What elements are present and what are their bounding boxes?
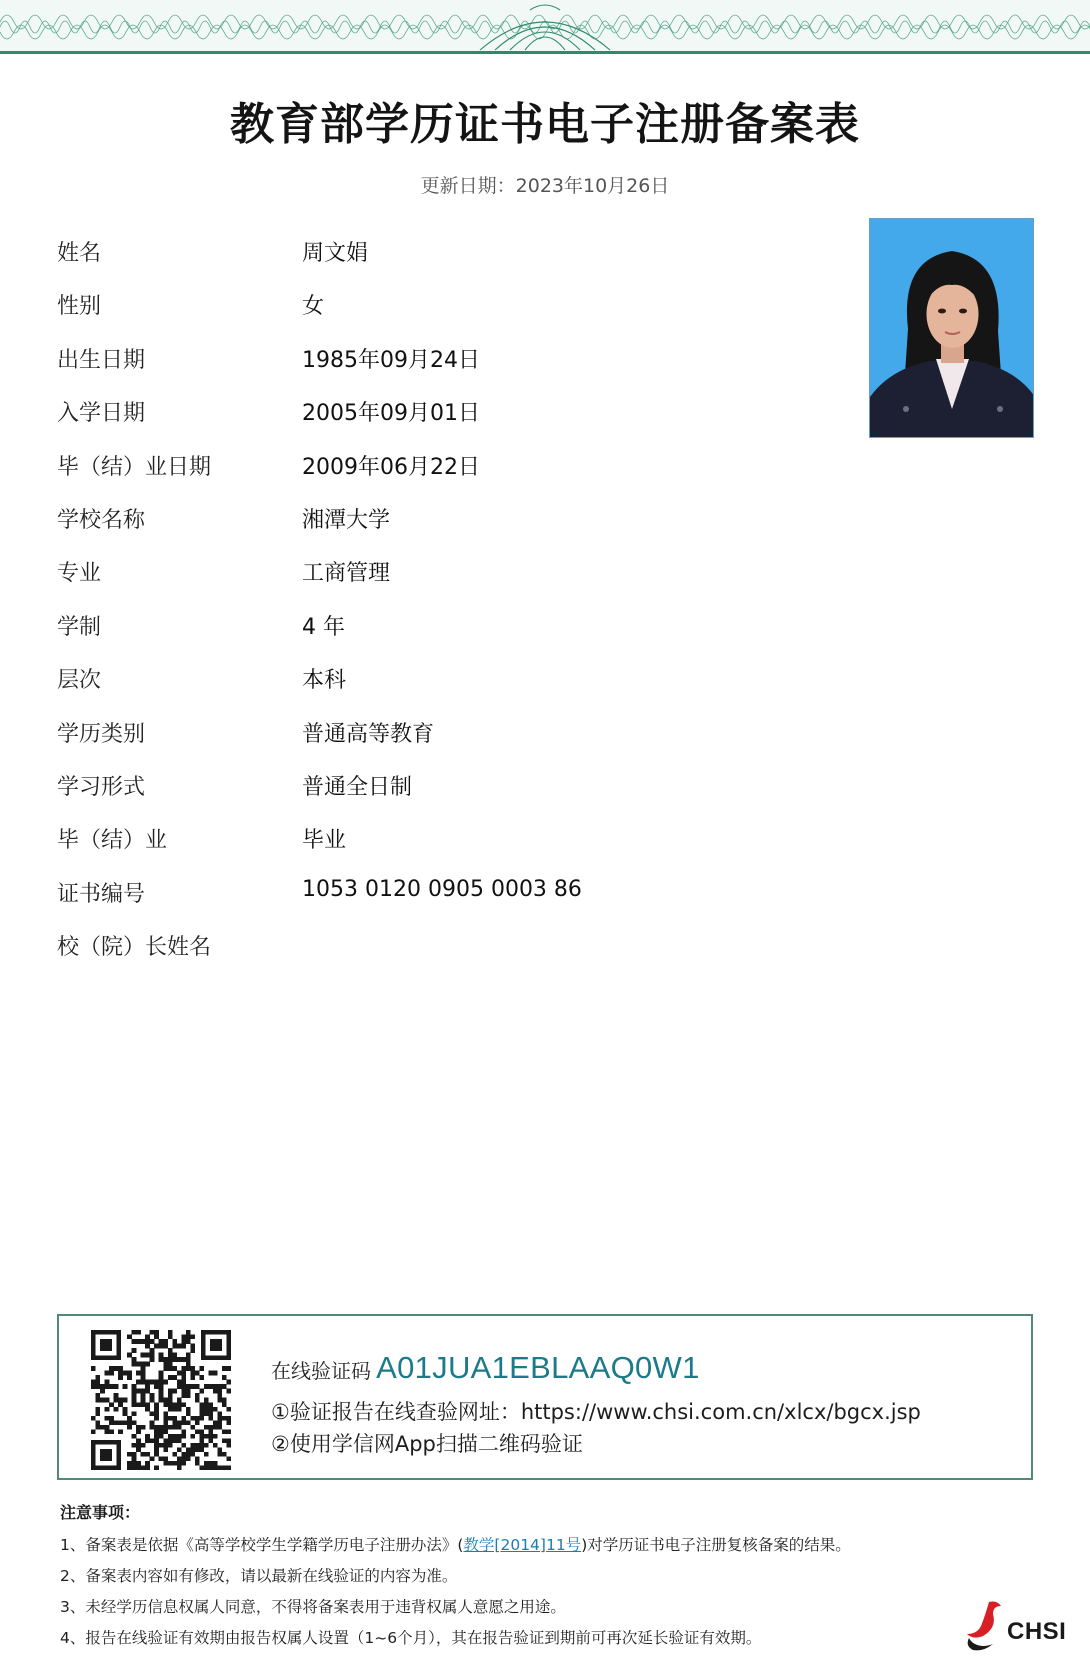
field-value: 湘潭大学 bbox=[302, 507, 391, 533]
note-item-1 bbox=[60, 1534, 960, 1565]
id-photo bbox=[869, 218, 1034, 438]
field-row-school-name bbox=[57, 503, 817, 556]
field-row-duration bbox=[57, 610, 817, 663]
field-row-gender bbox=[57, 289, 817, 342]
field-value: 本科 bbox=[302, 668, 347, 694]
field-label: 毕（结）业日期 bbox=[57, 454, 212, 480]
field-value: 周文娟 bbox=[302, 241, 369, 266]
chsi-bird-icon bbox=[963, 1598, 1009, 1654]
field-value: 4 年 bbox=[302, 614, 345, 640]
field-row-graduation-date bbox=[57, 450, 817, 503]
notes-title: 注意事项： bbox=[60, 1503, 141, 1522]
field-row-major bbox=[57, 556, 817, 609]
chsi-logo-text: CHSI bbox=[1007, 1618, 1067, 1645]
field-value: 1985年09月24日 bbox=[302, 347, 480, 373]
field-label: 学习形式 bbox=[57, 774, 146, 800]
document-title: 教育部学历证书电子注册备案表 bbox=[230, 99, 860, 150]
field-label: 出生日期 bbox=[57, 347, 146, 373]
verification-code-label: 在线验证码 bbox=[271, 1359, 371, 1383]
guilloche-header-band bbox=[0, 0, 1090, 54]
note-text: 1、备案表是依据《高等学校学生学籍学历电子注册办法》( bbox=[60, 1536, 464, 1554]
online-verification-box bbox=[57, 1314, 1033, 1480]
update-date: 更新日期：2023年10月26日 bbox=[420, 175, 670, 197]
verification-app-instruction: ②使用学信网App扫描二维码验证 bbox=[271, 1432, 583, 1456]
field-label: 毕（结）业 bbox=[57, 828, 168, 854]
verification-code: A01JUA1EBLAAQ0W1 bbox=[376, 1350, 700, 1385]
qr-code-icon[interactable] bbox=[91, 1330, 231, 1470]
field-row-level bbox=[57, 663, 817, 716]
field-label: 性别 bbox=[57, 294, 102, 320]
field-value: 普通高等教育 bbox=[302, 721, 435, 747]
registration-fields bbox=[57, 236, 817, 983]
chsi-logo bbox=[963, 1598, 1085, 1654]
field-row-study-mode bbox=[57, 770, 817, 823]
note-item-2: 2、备案表内容如有修改，请以最新在线验证的内容为准。 bbox=[60, 1567, 458, 1585]
note-item-4: 4、报告在线验证有效期由报告权属人设置（1~6个月），其在报告验证到期前可再次延长验证有效期。 bbox=[60, 1629, 762, 1647]
field-row-education-type bbox=[57, 717, 817, 770]
field-label: 专业 bbox=[57, 561, 102, 587]
field-label: 姓名 bbox=[57, 241, 102, 266]
notes-section bbox=[60, 1500, 960, 1658]
field-value: 2009年06月22日 bbox=[302, 454, 480, 480]
field-row-president-name bbox=[57, 930, 817, 983]
note-text: )对学历证书电子注册复核备案的结果。 bbox=[581, 1536, 851, 1554]
field-value: 工商管理 bbox=[302, 561, 391, 587]
field-row-enrollment-date bbox=[57, 396, 817, 449]
field-value: 女 bbox=[302, 294, 325, 320]
field-label: 入学日期 bbox=[57, 401, 146, 427]
field-row-graduation-status bbox=[57, 823, 817, 876]
verification-code-line bbox=[271, 1350, 700, 1386]
field-label: 学历类别 bbox=[57, 721, 146, 747]
note-item-3: 3、未经学历信息权属人同意，不得将备案表用于违背权属人意愿之用途。 bbox=[60, 1598, 566, 1616]
field-label: 校（院）长姓名 bbox=[57, 935, 212, 961]
field-row-certificate-number bbox=[57, 877, 817, 930]
field-value: 普通全日制 bbox=[302, 774, 413, 800]
regulation-link[interactable]: 教学[2014]11号 bbox=[463, 1536, 582, 1554]
field-label: 学制 bbox=[57, 614, 102, 640]
field-value: 2005年09月01日 bbox=[302, 401, 480, 427]
field-value: 1053 0120 0905 0003 86 bbox=[302, 876, 582, 902]
field-row-name bbox=[57, 236, 817, 289]
field-label: 证书编号 bbox=[57, 881, 146, 907]
field-label: 学校名称 bbox=[57, 507, 146, 533]
field-row-birth-date bbox=[57, 343, 817, 396]
field-label: 层次 bbox=[57, 668, 102, 694]
verification-url-instruction: ①验证报告在线查验网址：https://www.chsi.com.cn/xlcx/bgcx.jsp bbox=[271, 1400, 921, 1424]
field-value: 毕业 bbox=[302, 828, 347, 854]
